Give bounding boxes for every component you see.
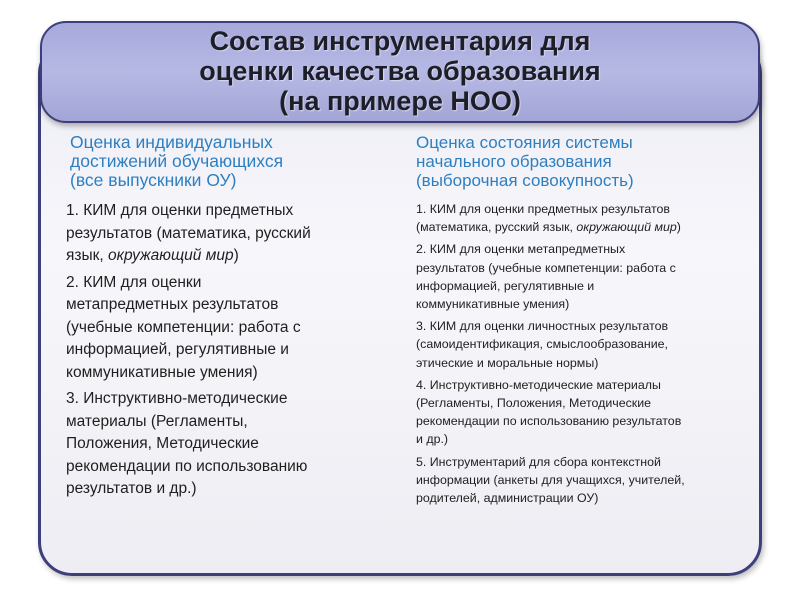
item-line: результатов (учебные компетенции: работа с [416,260,676,275]
item-line: информацией, регулятивные и [66,341,289,358]
left-heading-line: достижений обучающихся [70,151,284,171]
right-heading-line: (выборочная совокупность) [416,171,634,190]
item-line: информации (анкеты для учащихся, учителей, [416,472,685,487]
item-text: (математика, русский язык, [416,220,577,235]
right-column [416,133,758,511]
list-item [416,453,758,508]
item-line: (Регламенты, Положения, Методические [416,396,652,411]
title-line-1: Состав инструментария для [209,26,591,56]
item-line: 3. Инструктивно-методические [66,390,288,407]
item-line: результатов (математика, русский [66,224,311,242]
item-line: 2. КИМ для оценки [66,273,202,291]
title-line-3: (на примере НОО) [279,86,521,116]
item-line: 2. КИМ для оценки метапредметных [416,242,626,257]
item-line: материалы (Регламенты, [66,412,248,430]
item-line: 4. Инструктивно-методические материалы [416,377,661,392]
item-line [66,245,401,268]
item-italic-text: окружающий мир [576,220,677,235]
item-italic-text: окружающий мир [108,247,234,264]
title-line-2: оценки качества образования [199,56,601,86]
item-line: 1. КИМ для оценки предметных результатов [416,202,671,216]
item-line [416,218,758,236]
left-column-heading [70,133,401,190]
item-line: (учебные компетенции: работа с [66,318,301,336]
page-title [42,23,758,116]
item-line: результатов и др.) [66,480,197,497]
left-item-list [66,200,401,501]
title-banner [40,21,760,123]
item-line: метапредметных результатов [66,296,279,313]
left-heading-line: (все выпускники ОУ) [70,170,237,190]
item-line: (самоидентификация, смыслообразование, [416,337,668,352]
right-item-list [416,200,758,507]
list-item [416,200,758,236]
list-item [66,388,401,501]
item-line: 5. Инструментарий для сбора контекстной [416,454,661,469]
right-heading-line: начального образования [416,152,612,171]
list-item [66,272,401,385]
left-heading-line: Оценка индивидуальных [70,132,273,152]
left-column [66,133,401,505]
item-line: информацией, регулятивные и [416,278,595,293]
item-line: этические и моральные нормы) [416,355,599,370]
item-line: рекомендации по использованию результатов [416,414,682,429]
item-line: коммуникативные умения) [416,297,570,312]
list-item [416,317,758,372]
right-heading-line: Оценка состояния системы [416,133,633,152]
list-item [66,200,401,268]
list-item [416,240,758,313]
item-line: коммуникативные умения) [66,363,258,381]
item-line: Положения, Методические [66,435,259,452]
item-line: 1. КИМ для оценки предметных [66,202,294,219]
item-line: родителей, администрации ОУ) [416,491,599,506]
item-line: рекомендации по использованию [66,457,308,475]
item-line: 3. КИМ для оценки личностных результатов [416,319,669,334]
item-text: ) [233,247,239,264]
right-column-heading [416,133,758,190]
item-text: язык, [66,247,109,264]
list-item [416,376,758,449]
item-line: и др.) [416,432,449,447]
item-text: ) [676,220,681,235]
